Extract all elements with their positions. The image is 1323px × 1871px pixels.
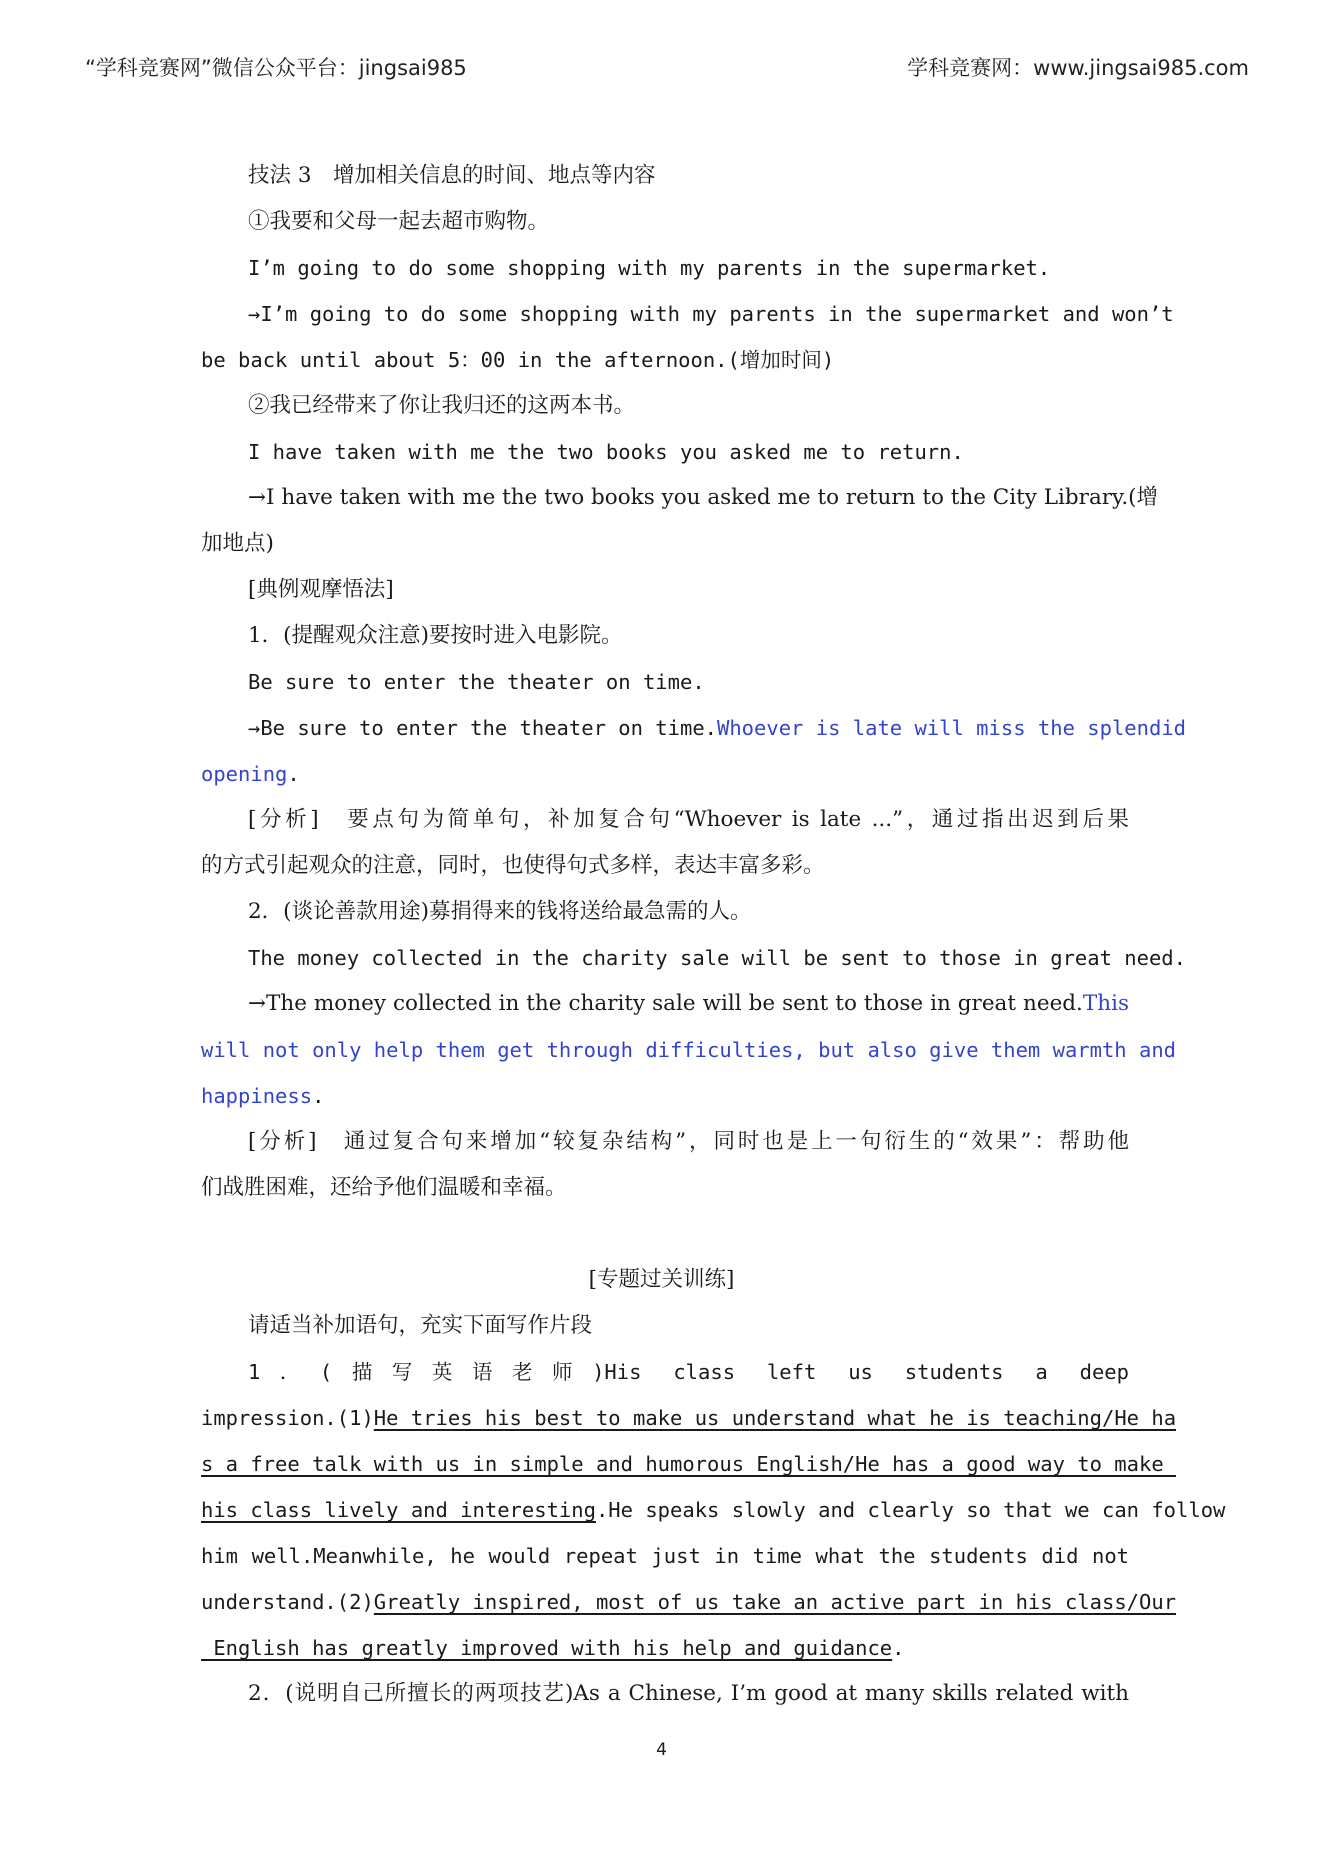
q1-line6-plain: understand.(2) [201, 1590, 374, 1614]
e1-improved-base: →Be sure to enter the theater on time. [248, 716, 717, 740]
e1-added-sentence: Whoever is late will miss the splendid [717, 716, 1186, 740]
e2-analysis-line1: [分析] 通过复合句来增加“较复杂结构”，同时也是上一句衍生的“效果”：帮助他 [248, 1129, 1129, 1154]
e2-added-sentence-end: happiness [201, 1084, 313, 1108]
e2-period: . [312, 1084, 325, 1108]
example2-chinese: ②我已经带来了你让我归还的这两本书。 [248, 393, 636, 418]
e1-analysis-line2: 的方式引起观众的注意，同时，也使得句式多样，表达丰富多彩。 [201, 853, 825, 878]
e1-improved-line1 [248, 705, 1186, 751]
example2-english: I have taken with me the two books you asked me to return. [248, 440, 964, 464]
example2-improved-line2: 加地点) [201, 531, 274, 556]
technique-title: 技法 3 增加相关信息的时间、地点等内容 [248, 163, 656, 188]
q1-line4-plain: .He speaks slowly and clearly so that we can follow [595, 1498, 1226, 1522]
q1-line6 [201, 1579, 1177, 1625]
example1-english: I’m going to do some shopping with my parents in the supermarket. [248, 256, 1051, 280]
e1-english: Be sure to enter the theater on time. [248, 670, 705, 694]
e1-prompt: 1．(提醒观众注意)要按时进入电影院。 [248, 623, 623, 648]
q1-line4 [201, 1487, 1226, 1533]
q1-line7 [201, 1625, 1129, 1671]
e1-analysis-line1: [分析] 要点句为简单句，补加复合句“Whoever is late ...”，通过指出迟到后果 [248, 807, 1129, 832]
q1-answer2-part1: Greatly_inspired,_most_of_us_take_an_active_part_in_his_class/Our [373, 1590, 1177, 1614]
e1-improved-line2 [201, 751, 1129, 797]
q1-line5: him well.Meanwhile, he would repeat just in time what the students did not [201, 1544, 1129, 1568]
examples-heading: [典例观摩悟法] [248, 577, 394, 602]
q1-period: . [892, 1636, 905, 1660]
q1-answer1-part3: his_class_lively_and_interesting [201, 1498, 596, 1522]
example1-chinese: ①我要和父母一起去超市购物。 [248, 209, 550, 234]
q1-answer1-part2: s_a_free_talk_with_us_in_simple_and_humorous_English/He_has_a_good_way_to_make_ [201, 1452, 1177, 1476]
page-number: 4 [656, 1740, 667, 1760]
q2-line1: 2．(说明自己所擅长的两项技艺)As a Chinese, I’m good at many skills related with [248, 1681, 1129, 1706]
q1-line1: 1．(描写英语老师)His class left us students a deep [248, 1360, 1129, 1384]
e1-period: . [287, 762, 300, 786]
header-right: 学科竞赛网：www.jingsai985.com [907, 56, 1249, 80]
e2-improved-line2: will not only help them get through difficulties, but also give them warmth and [201, 1038, 1177, 1062]
example1-improved-line1: →I’m going to do some shopping with my parents in the supermarket and won’t [248, 302, 1174, 326]
example2-improved-line1: →I have taken with me the two books you asked me to return to the City Library.(增 [248, 485, 1159, 510]
e1-added-sentence-end: opening [201, 762, 288, 786]
q1-answer2-part2: _English_has_greatly_improved_with_his_help_and_guidance [201, 1636, 893, 1660]
q1-answer1-part1: He_tries_his_best_to_make_us_understand_what_he_is_teaching/He_ha [373, 1406, 1177, 1430]
e2-added-sentence-start: This [1082, 991, 1129, 1016]
e2-english: The money collected in the charity sale will be sent to those in great need. [248, 946, 1186, 970]
e2-analysis-line2: 们战胜困难，还给予他们温暖和幸福。 [201, 1175, 567, 1200]
q1-line2 [201, 1395, 1177, 1441]
e2-improved-line1 [248, 981, 1129, 1027]
e2-prompt: 2．(谈论善款用途)募捐得来的钱将送给最急需的人。 [248, 899, 752, 924]
training-instruction: 请适当补加语句，充实下面写作片段 [248, 1313, 593, 1338]
training-heading: [专题过关训练] [588, 1267, 735, 1292]
e2-improved-base: →The money collected in the charity sale will be sent to those in great need. [248, 991, 1083, 1016]
q1-line2-plain: impression.(1) [201, 1406, 374, 1430]
e2-improved-line3 [201, 1073, 1129, 1119]
example1-improved-line2: be back until about 5：00 in the afternoon.(增加时间) [201, 348, 835, 372]
header-left: “学科竞赛网”微信公众平台：jingsai985 [85, 56, 467, 80]
